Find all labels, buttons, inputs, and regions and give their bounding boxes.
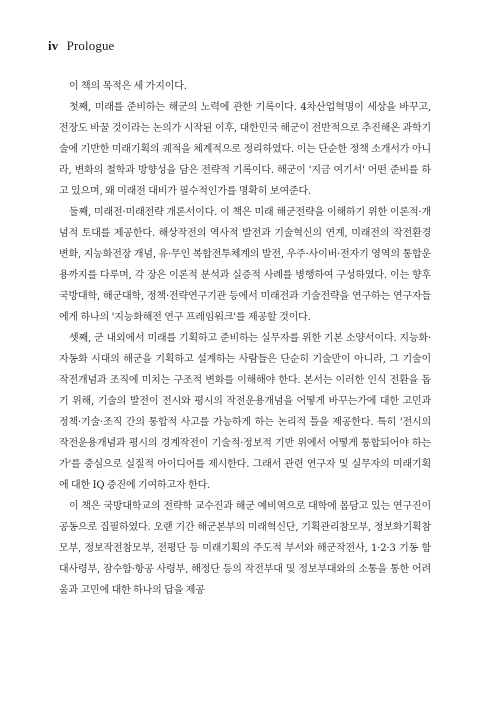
paragraph-authors: 이 책은 국방대학교의 전략학 교수진과 해군 예비역으로 대학에 몸담고 있는 연구진이 공동으로 집필하였다. 오랜 기간 해군본부의 미래혁신단, 기획관리참모부, 정보화기획참모부, 정보작전참모부, 전평단 등 미래기획의 주도적 부서와 해군작전사, 1·2·3 기동 함대사령부, 잠수함·항공 사령부, 해정단 등의 작전부대 및 정보부대와의 소통을 통한 어려움과 고민에 대한 하나의 답을 제공 bbox=[59, 501, 431, 596]
paragraph-third-purpose: 셋째, 군 내외에서 미래를 기획하고 준비하는 실무자를 위한 기본 소양서이다. 지능화·자동화 시대의 해군을 기획하고 설계하는 사람들은 단순히 기술만이 아니라, 그 기술이 작전개념과 조직에 미치는 구조적 변화를 이해해야 한다. 본서는 이러한 인식 전환을 돕기 위해, 기술의 발전이 전시와 평시의 작전운용개념을 어떻게 바꾸는가에 대한 고민과 정책·기술·조직 간의 통합적 사고를 가능하게 하는 논리적 틀을 제공한다. 특히 '전시의 작전운용개념과 평시의 경계작전이 기술적·정보적 기반 위에서 어떻게 통합되어야 하는가'를 중심으로 실질적 아이디어를 제시한다. 그래서 관련 연구자 및 실무자의 미래기획에 대한 IQ 증진에 기여하고자 한다. bbox=[59, 333, 431, 491]
paragraph-intro: 이 책의 목적은 세 가지이다. bbox=[69, 81, 187, 92]
section-title: Prologue bbox=[66, 38, 115, 53]
paragraph-first-purpose: 첫째, 미래를 준비하는 해군의 노력에 관한 기록이다. 4차산업혁명이 세상을 바꾸고, 전장도 바꿀 것이라는 논의가 시작된 이후, 대한민국 해군이 전반적으로 추진해온 과학기술에 기반한 미래기획의 궤적을 체계적으로 정리하였다. 이는 단순한 정책 소개서가 아니라, 변화의 철학과 방향성을 담은 전략적 기록이다. 해군이 '지금 여기서' 어떤 준비를 하고 있으며, 왜 미래전 대비가 필수적인가를 명확히 보여준다. bbox=[59, 102, 431, 197]
body-text bbox=[59, 76, 431, 601]
running-header bbox=[48, 38, 114, 54]
page-number: iv bbox=[48, 38, 59, 53]
paragraph-second-purpose: 둘째, 미래전·미래전략 개론서이다. 이 책은 미래 해군전략을 이해하기 위한 이론적·개념적 토대를 제공한다. 해상작전의 역사적 발전과 기술혁신의 연계, 미래전의 작전환경 변화, 지능화전장 개념, 유·무인 복합전투체계의 발전, 우주·사이버·전자기 영역의 통합운용까지를 다루며, 각 장은 이론적 분석과 실증적 사례를 병행하여 구성하였다. 이는 향후 국방대학, 해군대학, 정책·전략연구기관 등에서 미래전과 기술전략을 연구하는 연구자들에게 하나의 '지능화해전 연구 프레임워크'를 제공할 것이다. bbox=[59, 207, 431, 323]
